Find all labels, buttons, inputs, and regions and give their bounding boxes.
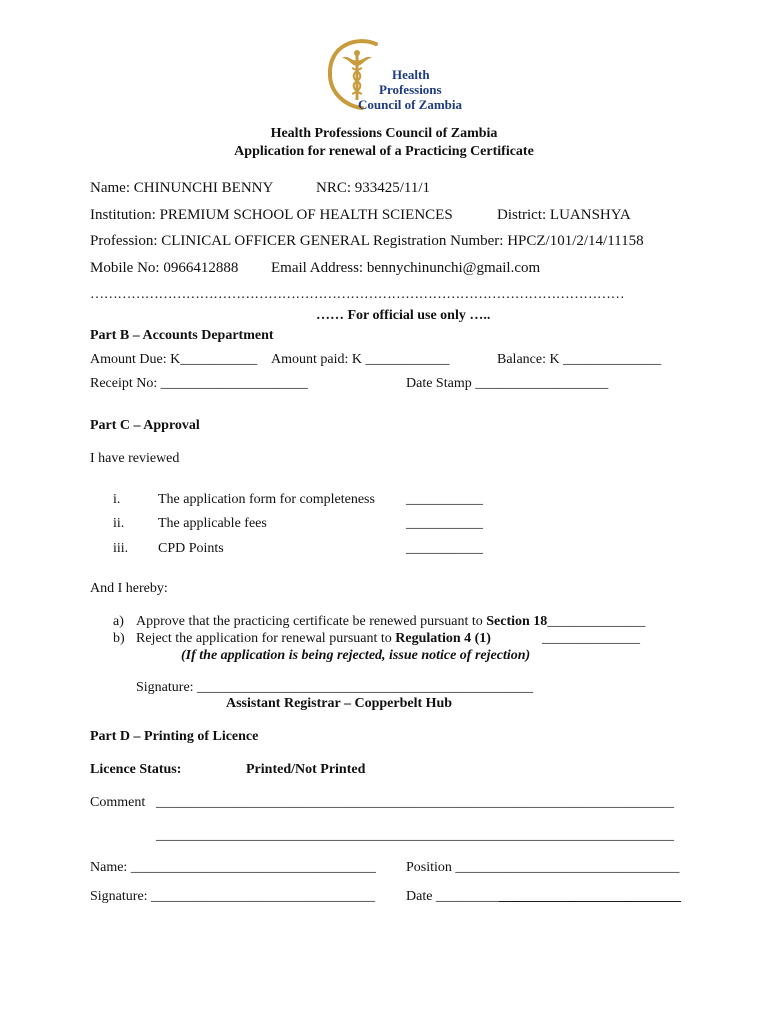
amount-due-field: Amount Due: K___________ bbox=[90, 352, 258, 367]
licence-status-label: Licence Status: bbox=[90, 762, 182, 777]
date-stamp-field: Date Stamp ___________________ bbox=[406, 376, 609, 391]
option-a-text bbox=[136, 614, 645, 630]
applicant-email: Email Address: bennychinunchi@gmail.com bbox=[271, 260, 541, 276]
part-b-title: Part B – Accounts Department bbox=[90, 328, 274, 343]
option-b-text bbox=[136, 631, 491, 647]
signature-field-d: Signature: ________________________________ bbox=[90, 889, 376, 904]
rejection-note: (If the application is being rejected, issue notice of rejection) bbox=[181, 648, 531, 663]
review-item-line: ___________ bbox=[406, 492, 483, 507]
option-a-section: Section 18 bbox=[486, 614, 548, 629]
applicant-district: District: LUANSHYA bbox=[497, 207, 631, 223]
review-item-line: ___________ bbox=[406, 516, 483, 531]
applicant-institution: Institution: PREMIUM SCHOOL OF HEALTH SCIENCES bbox=[90, 207, 453, 223]
option-a-line: ______________ bbox=[547, 614, 646, 629]
review-item-number: i. bbox=[113, 492, 121, 507]
date-field bbox=[406, 889, 681, 905]
review-item-number: iii. bbox=[113, 541, 129, 556]
option-a-plain: Approve that the practicing certificate be renewed pursuant to bbox=[136, 614, 487, 629]
licence-status-value: Printed/Not Printed bbox=[246, 762, 366, 777]
option-a-label: a) bbox=[113, 614, 124, 629]
date-label: Date _________ bbox=[406, 889, 499, 904]
review-item-number: ii. bbox=[113, 516, 125, 531]
part-c-title: Part C – Approval bbox=[90, 418, 200, 433]
applicant-name: Name: CHINUNCHI BENNY bbox=[90, 180, 274, 196]
page-subtitle: Application for renewal of a Practicing Certificate bbox=[234, 144, 534, 159]
review-item-text: The application form for completeness bbox=[158, 492, 375, 507]
applicant-mobile: Mobile No: 0966412888 bbox=[90, 260, 239, 276]
balance-field: Balance: K ______________ bbox=[497, 352, 662, 367]
hpcz-logo bbox=[322, 36, 482, 116]
logo-text-line3: Council of Zambia bbox=[358, 97, 463, 112]
receipt-number-field: Receipt No: _____________________ bbox=[90, 376, 308, 391]
option-b-plain: Reject the application for renewal pursuant to bbox=[136, 631, 396, 646]
date-line-bold: __________________________ bbox=[498, 889, 681, 904]
position-field: Position ________________________________ bbox=[406, 860, 680, 875]
dotted-divider: ……………………………………………………………………………………………………… bbox=[90, 287, 625, 302]
option-b-label: b) bbox=[113, 631, 125, 646]
signature-field: Signature: ________________________________________________ bbox=[136, 680, 534, 695]
review-item-text: The applicable fees bbox=[158, 516, 267, 531]
reviewed-text: I have reviewed bbox=[90, 451, 180, 466]
hereby-text: And I hereby: bbox=[90, 581, 168, 596]
option-b-regulation: Regulation 4 (1) bbox=[395, 631, 491, 646]
comment-label: Comment bbox=[90, 795, 146, 810]
official-use-heading: …… For official use only ….. bbox=[316, 308, 491, 323]
part-d-title: Part D – Printing of Licence bbox=[90, 729, 259, 744]
comment-line: __________________________________________________________________________ bbox=[156, 828, 674, 843]
review-item-line: ___________ bbox=[406, 541, 483, 556]
review-item-text: CPD Points bbox=[158, 541, 224, 556]
name-field: Name: ___________________________________ bbox=[90, 860, 376, 875]
applicant-nrc: NRC: 933425/11/1 bbox=[316, 180, 431, 196]
logo-text-line1: Health bbox=[392, 67, 430, 82]
option-b-line: ______________ bbox=[542, 631, 640, 646]
comment-line: __________________________________________________________________________ bbox=[156, 795, 674, 810]
registrar-title: Assistant Registrar – Copperbelt Hub bbox=[226, 696, 453, 711]
page-title: Health Professions Council of Zambia bbox=[270, 126, 498, 141]
logo-text-line2: Professions bbox=[379, 82, 442, 97]
amount-paid-field: Amount paid: K ____________ bbox=[271, 352, 450, 367]
applicant-profession: Profession: CLINICAL OFFICER GENERAL Registration Number: HPCZ/101/2/14/11158 bbox=[90, 233, 644, 249]
